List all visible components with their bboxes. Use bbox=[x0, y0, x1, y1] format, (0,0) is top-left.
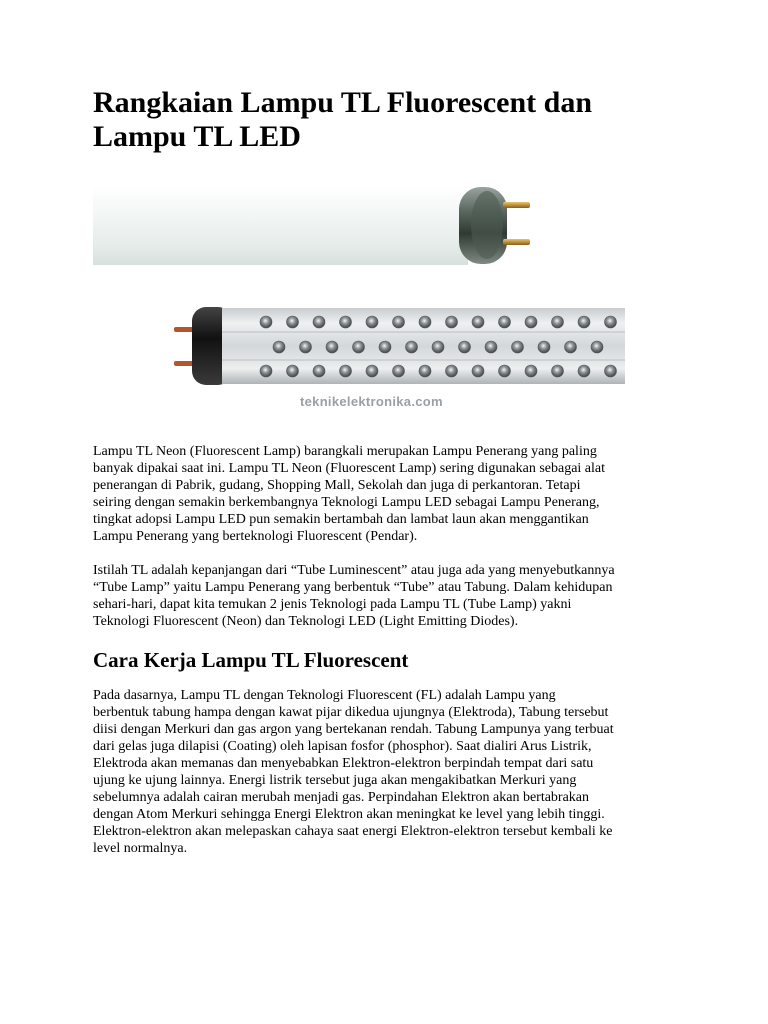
led-dot bbox=[260, 316, 272, 328]
led-dot bbox=[393, 316, 405, 328]
led-dot bbox=[260, 365, 272, 377]
led-dot bbox=[472, 316, 484, 328]
led-dot bbox=[578, 316, 590, 328]
text-line: “Tube Lamp” yaitu Lampu Penerang yang berbentuk “Tube” atau Tabung. Dalam kehidupan bbox=[93, 580, 613, 595]
text-line: berbentuk tabung hampa dengan kawat pijar dikedua ujungnya (Elektroda), Tabung tersebut bbox=[93, 705, 609, 720]
led-dot bbox=[340, 316, 352, 328]
watermark: teknikelektronika.com bbox=[300, 394, 443, 409]
text-line: sehari-hari, dapat kita temukan 2 jenis Teknologi pada Lampu TL (Tube Lamp) yakni bbox=[93, 597, 572, 612]
paragraph-how-it-works bbox=[93, 687, 693, 857]
tube-pin bbox=[503, 239, 530, 245]
text-line: Istilah TL adalah kepanjangan dari “Tube Luminescent” atau juga ada yang menyebutkannya bbox=[93, 563, 615, 578]
led-dot bbox=[525, 365, 537, 377]
led-dot bbox=[432, 341, 444, 353]
led-dot bbox=[379, 341, 391, 353]
led-dot bbox=[393, 365, 405, 377]
led-dot bbox=[366, 316, 378, 328]
text-line: banyak dipakai saat ini. Lampu TL Neon (Fluorescent Lamp) sering digunakan sebagai alat bbox=[93, 461, 606, 476]
tube-end-face bbox=[471, 191, 503, 259]
led-dot bbox=[485, 341, 497, 353]
led-dot bbox=[300, 341, 312, 353]
title-line: Rangkaian Lampu TL Fluorescent dan bbox=[93, 86, 593, 119]
led-dot bbox=[340, 365, 352, 377]
led-dot bbox=[313, 316, 325, 328]
led-dot bbox=[499, 365, 511, 377]
led-dot bbox=[512, 341, 524, 353]
page-title bbox=[93, 86, 693, 154]
text-line: Lampu TL Neon (Fluorescent Lamp) barangkali merupakan Lampu Penerang yang paling bbox=[93, 444, 597, 459]
led-tube-image bbox=[170, 298, 625, 392]
led-dot bbox=[578, 365, 590, 377]
led-dot bbox=[552, 365, 564, 377]
paragraph-intro bbox=[93, 443, 693, 545]
led-dot bbox=[287, 316, 299, 328]
text-line: ujung ke ujung lainnya. Energi listrik tersebut juga akan mengakibatkan Merkuri yang bbox=[93, 773, 577, 788]
led-dot bbox=[419, 316, 431, 328]
led-dot bbox=[326, 341, 338, 353]
text-line: dengan Atom Merkuri sehingga Energi Elektron akan meningkat ke level yang lebih tinggi. bbox=[93, 807, 605, 822]
text-line: seiring dengan semakin berkembangnya Teknologi Lampu LED sebagai Lampu Penerang, bbox=[93, 495, 600, 510]
led-dot bbox=[366, 365, 378, 377]
fluorescent-tube-image bbox=[93, 184, 538, 268]
tube-glass bbox=[93, 186, 468, 265]
text-line: sebelumnya adalah cairan merubah menjadi gas. Perpindahan Elektron akan bertabrakan bbox=[93, 790, 590, 805]
paragraph-definition bbox=[93, 562, 693, 630]
section-heading: Cara Kerja Lampu TL Fluorescent bbox=[93, 648, 409, 672]
led-dot bbox=[552, 316, 564, 328]
text-line: Pada dasarnya, Lampu TL dengan Teknologi Fluorescent (FL) adalah Lampu yang bbox=[93, 688, 556, 703]
led-dot bbox=[287, 365, 299, 377]
led-dot bbox=[591, 341, 603, 353]
led-dot bbox=[406, 341, 418, 353]
led-dot bbox=[353, 341, 365, 353]
text-line: Lampu Penerang yang berteknologi Fluorescent (Pendar). bbox=[93, 529, 418, 544]
led-dot bbox=[525, 316, 537, 328]
text-line: level normalnya. bbox=[93, 841, 188, 856]
led-dot bbox=[605, 316, 617, 328]
text-line: Elektroda akan memanas dan menyebabkan Elektron-elektron berpindah tempat dari satu bbox=[93, 756, 594, 771]
text-line: diisi dengan Merkuri dan gas argon yang bertekanan rendah. Tabung Lampunya yang terbuat bbox=[93, 722, 614, 737]
led-dot bbox=[273, 341, 285, 353]
led-dot bbox=[605, 365, 617, 377]
text-line: Elektron-elektron akan melepaskan cahaya saat energi Elektron-elektron tersebut kembali ke bbox=[93, 824, 613, 839]
text-line: dari gelas juga dilapisi (Coating) oleh lapisan fosfor (phosphor). Saat dialiri Arus Listrik, bbox=[93, 739, 592, 754]
title-line: Lampu TL LED bbox=[93, 120, 301, 153]
led-dot bbox=[472, 365, 484, 377]
led-dot bbox=[446, 365, 458, 377]
led-dot bbox=[313, 365, 325, 377]
text-line: Teknologi Fluorescent (Neon) dan Teknologi LED (Light Emitting Diodes). bbox=[93, 614, 519, 629]
text-line: penerangan di Pabrik, gudang, Shopping Mall, Sekolah dan juga di perkantoran. Tetapi bbox=[93, 478, 581, 493]
led-dot bbox=[499, 316, 511, 328]
led-dot bbox=[419, 365, 431, 377]
led-dot bbox=[538, 341, 550, 353]
led-dot bbox=[565, 341, 577, 353]
text-line: tingkat adopsi Lampu LED pun semakin bertambah dan lambat laun akan menggantikan bbox=[93, 512, 589, 527]
led-dot bbox=[459, 341, 471, 353]
led-dot bbox=[446, 316, 458, 328]
tube-pin bbox=[503, 202, 530, 208]
